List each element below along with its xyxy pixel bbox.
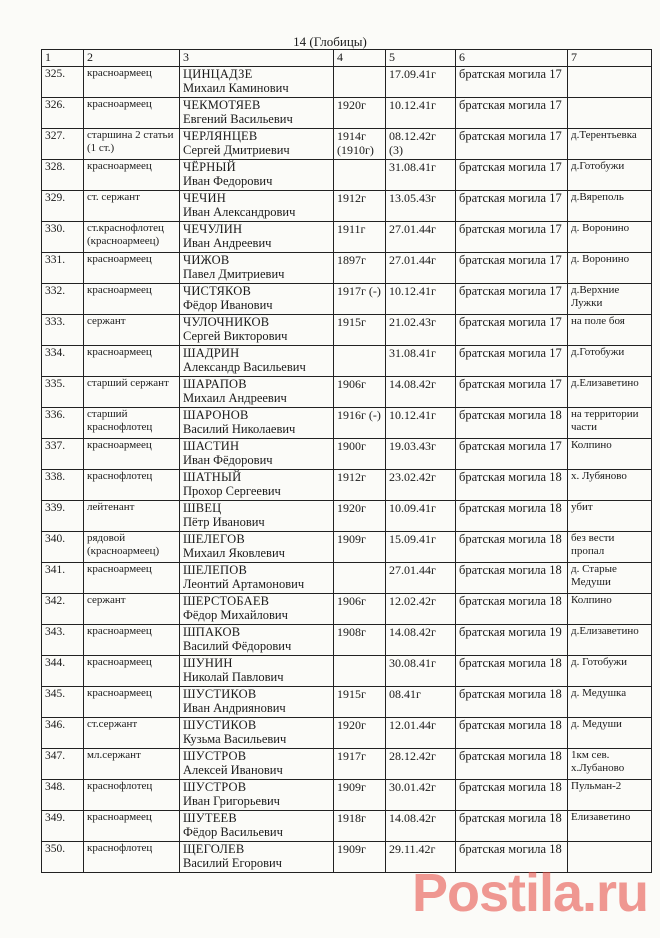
rank-cell: краснофлотец — [84, 470, 180, 501]
surname: ЦИНЦАДЗЕ — [183, 67, 253, 81]
row-number: 329. — [42, 191, 84, 222]
given-names: Иван Федорович — [183, 174, 273, 188]
location-note-cell: Елизаветино — [568, 811, 652, 842]
birth-year-cell: 1906г — [334, 594, 386, 625]
given-names: Иван Андреевич — [183, 236, 272, 250]
row-number: 332. — [42, 284, 84, 315]
given-names: Кузьма Васильевич — [183, 732, 287, 746]
table-row — [42, 377, 652, 408]
death-date-cell: 10.12.41г — [386, 284, 456, 315]
burial-place-cell: братская могила 18 — [456, 842, 568, 873]
death-date-cell: 10.12.41г — [386, 408, 456, 439]
given-names: Леонтий Артамонович — [183, 577, 305, 591]
given-names: Иван Григорьевич — [183, 794, 280, 808]
burial-place-cell: братская могила 17 — [456, 346, 568, 377]
death-date-cell: 27.01.44г — [386, 253, 456, 284]
death-date-cell: 13.05.43г — [386, 191, 456, 222]
table-row — [42, 718, 652, 749]
birth-year-cell: 1918г — [334, 811, 386, 842]
surname: ЧИЖОВ — [183, 253, 230, 267]
burial-place-cell: братская могила 18 — [456, 501, 568, 532]
table-row — [42, 129, 652, 160]
given-names: Алексей Иванович — [183, 763, 283, 777]
row-number: 346. — [42, 718, 84, 749]
surname: ШЕЛЕПОВ — [183, 563, 247, 577]
row-number: 328. — [42, 160, 84, 191]
name-cell — [180, 129, 334, 160]
death-date-cell: 29.11.42г — [386, 842, 456, 873]
burial-place-cell: братская могила 17 — [456, 253, 568, 284]
burial-place-cell: братская могила 17 — [456, 160, 568, 191]
birth-year-cell: 1915г — [334, 315, 386, 346]
row-number: 333. — [42, 315, 84, 346]
rank-cell: красноармеец — [84, 563, 180, 594]
rank-cell: краснофлотец — [84, 780, 180, 811]
column-header: 4 — [334, 50, 386, 67]
name-cell — [180, 470, 334, 501]
name-cell — [180, 67, 334, 98]
table-row — [42, 160, 652, 191]
given-names: Фёдор Иванович — [183, 298, 273, 312]
surname: ШВЕЦ — [183, 501, 222, 515]
location-note-cell: д.Готобужи — [568, 160, 652, 191]
rank-cell: красноармеец — [84, 811, 180, 842]
given-names: Павел Дмитриевич — [183, 267, 285, 281]
death-date-cell: 10.12.41г — [386, 98, 456, 129]
birth-year-cell: 1916г (-) — [334, 408, 386, 439]
burial-place-cell: братская могила 17 — [456, 439, 568, 470]
given-names: Иван Александрович — [183, 205, 296, 219]
surname: ЧЁРНЫЙ — [183, 160, 236, 174]
location-note-cell — [568, 98, 652, 129]
row-number: 336. — [42, 408, 84, 439]
surname: ШУСТИКОВ — [183, 718, 257, 732]
rank-cell: сержант — [84, 315, 180, 346]
row-number: 350. — [42, 842, 84, 873]
burial-place-cell: братская могила 19 — [456, 625, 568, 656]
given-names: Пётр Иванович — [183, 515, 265, 529]
death-date-cell: 31.08.41г — [386, 160, 456, 191]
burial-place-cell: братская могила 18 — [456, 594, 568, 625]
rank-cell: красноармеец — [84, 253, 180, 284]
surname: ШАДРИН — [183, 346, 240, 360]
location-note-cell: д. Медушка — [568, 687, 652, 718]
rank-cell: рядовой (красноармеец) — [84, 532, 180, 563]
surname: ШУСТИКОВ — [183, 687, 257, 701]
birth-year-cell: 1915г — [334, 687, 386, 718]
given-names: Евгений Васильевич — [183, 112, 293, 126]
location-note-cell: на поле боя — [568, 315, 652, 346]
given-names: Прохор Сергеевич — [183, 484, 281, 498]
name-cell — [180, 563, 334, 594]
table-row — [42, 315, 652, 346]
page-title: 14 (Глобицы) — [293, 34, 367, 49]
name-cell — [180, 749, 334, 780]
rank-cell: ст.краснофлотец (красноармеец) — [84, 222, 180, 253]
burial-place-cell: братская могила 18 — [456, 656, 568, 687]
location-note-cell: без вести пропал — [568, 532, 652, 563]
burial-place-cell: братская могила 17 — [456, 315, 568, 346]
death-date-cell: 19.03.43г — [386, 439, 456, 470]
row-number: 334. — [42, 346, 84, 377]
surname: ШАТНЫЙ — [183, 470, 242, 484]
surname: ШЕРСТОБАЕВ — [183, 594, 270, 608]
birth-year-cell: 1917г (-) — [334, 284, 386, 315]
birth-year-cell: 1920г — [334, 718, 386, 749]
row-number: 339. — [42, 501, 84, 532]
surname: ШУСТРОВ — [183, 780, 247, 794]
rank-cell: красноармеец — [84, 346, 180, 377]
name-cell — [180, 656, 334, 687]
surname: ШУТЕЕВ — [183, 811, 237, 825]
rank-cell: красноармеец — [84, 439, 180, 470]
given-names: Сергей Викторович — [183, 329, 288, 343]
name-cell — [180, 532, 334, 563]
table-row — [42, 284, 652, 315]
name-cell — [180, 439, 334, 470]
location-note-cell: Пульман-2 — [568, 780, 652, 811]
burial-place-cell: братская могила 18 — [456, 811, 568, 842]
birth-year-cell: 1912г — [334, 191, 386, 222]
table-row — [42, 67, 652, 98]
surname: ЩЕГОЛЕВ — [183, 842, 245, 856]
name-cell — [180, 315, 334, 346]
death-date-cell: 31.08.41г — [386, 346, 456, 377]
watermark-logo: Postila.ru — [411, 863, 648, 923]
name-cell — [180, 625, 334, 656]
burial-place-cell: братская могила 17 — [456, 67, 568, 98]
birth-year-cell — [334, 563, 386, 594]
burial-place-cell: братская могила 18 — [456, 687, 568, 718]
name-cell — [180, 191, 334, 222]
surname: ЧЕКМОТЯЕВ — [183, 98, 261, 112]
row-number: 331. — [42, 253, 84, 284]
location-note-cell: Колпино — [568, 594, 652, 625]
death-date-cell: 08.41г — [386, 687, 456, 718]
row-number: 330. — [42, 222, 84, 253]
rank-cell: ст.сержант — [84, 718, 180, 749]
name-cell — [180, 222, 334, 253]
column-header: 1 — [42, 50, 84, 67]
table-row — [42, 625, 652, 656]
location-note-cell: убит — [568, 501, 652, 532]
rank-cell: красноармеец — [84, 625, 180, 656]
location-note-cell: д. Медуши — [568, 718, 652, 749]
death-date-cell: 28.12.42г — [386, 749, 456, 780]
given-names: Михаил Каминович — [183, 81, 289, 95]
name-cell — [180, 718, 334, 749]
birth-year-cell: 1912г — [334, 470, 386, 501]
death-date-cell: 08.12.42г (3) — [386, 129, 456, 160]
table-row — [42, 253, 652, 284]
burial-place-cell: братская могила 18 — [456, 563, 568, 594]
register-rows — [42, 67, 652, 873]
birth-year-cell: 1906г — [334, 377, 386, 408]
name-cell — [180, 346, 334, 377]
row-number: 341. — [42, 563, 84, 594]
column-header: 5 — [386, 50, 456, 67]
location-note-cell: д.Елизаветино — [568, 625, 652, 656]
birth-year-cell — [334, 656, 386, 687]
table-row — [42, 811, 652, 842]
name-cell — [180, 594, 334, 625]
table-row — [42, 780, 652, 811]
burial-place-cell: братская могила 18 — [456, 749, 568, 780]
death-date-cell: 27.01.44г — [386, 563, 456, 594]
table-row — [42, 563, 652, 594]
row-number: 325. — [42, 67, 84, 98]
row-number: 349. — [42, 811, 84, 842]
burial-place-cell: братская могила 18 — [456, 470, 568, 501]
surname: ЧЕЧУЛИН — [183, 222, 243, 236]
given-names: Василий Николаевич — [183, 422, 296, 436]
surname: ШУСТРОВ — [183, 749, 247, 763]
column-header: 2 — [84, 50, 180, 67]
rank-cell: сержант — [84, 594, 180, 625]
location-note-cell: х. Лубяново — [568, 470, 652, 501]
table-row — [42, 501, 652, 532]
table-row — [42, 687, 652, 718]
rank-cell: красноармеец — [84, 67, 180, 98]
rank-cell: красноармеец — [84, 98, 180, 129]
burial-register-table — [41, 49, 652, 873]
birth-year-cell: 1897г — [334, 253, 386, 284]
column-header: 7 — [568, 50, 652, 67]
name-cell — [180, 811, 334, 842]
burial-place-cell: братская могила 17 — [456, 98, 568, 129]
row-number: 340. — [42, 532, 84, 563]
name-cell — [180, 842, 334, 873]
birth-year-cell: 1917г — [334, 749, 386, 780]
row-number: 348. — [42, 780, 84, 811]
rank-cell: мл.сержант — [84, 749, 180, 780]
birth-year-cell — [334, 346, 386, 377]
surname: ШЕЛЕГОВ — [183, 532, 245, 546]
given-names: Иван Андриянович — [183, 701, 286, 715]
surname: ЧИСТЯКОВ — [183, 284, 251, 298]
given-names: Михаил Яковлевич — [183, 546, 285, 560]
row-number: 342. — [42, 594, 84, 625]
row-number: 327. — [42, 129, 84, 160]
given-names: Сергей Дмитриевич — [183, 143, 290, 157]
row-number: 344. — [42, 656, 84, 687]
given-names: Василий Егорович — [183, 856, 282, 870]
rank-cell: краснофлотец — [84, 842, 180, 873]
death-date-cell: 17.09.41г — [386, 67, 456, 98]
death-date-cell: 14.08.42г — [386, 377, 456, 408]
location-note-cell: д.Готобужи — [568, 346, 652, 377]
death-date-cell: 12.02.42г — [386, 594, 456, 625]
location-note-cell: 1км сев. х.Лубаново — [568, 749, 652, 780]
rank-cell: ст. сержант — [84, 191, 180, 222]
surname: ЧУЛОЧНИКОВ — [183, 315, 270, 329]
location-note-cell: на территории части — [568, 408, 652, 439]
column-header: 6 — [456, 50, 568, 67]
death-date-cell: 23.02.42г — [386, 470, 456, 501]
name-cell — [180, 501, 334, 532]
death-date-cell: 27.01.44г — [386, 222, 456, 253]
birth-year-cell: 1908г — [334, 625, 386, 656]
death-date-cell: 21.02.43г — [386, 315, 456, 346]
rank-cell: красноармеец — [84, 687, 180, 718]
burial-place-cell: братская могила 18 — [456, 532, 568, 563]
location-note-cell: д.Терентьевка — [568, 129, 652, 160]
table-row — [42, 470, 652, 501]
death-date-cell: 10.09.41г — [386, 501, 456, 532]
row-number: 343. — [42, 625, 84, 656]
given-names: Николай Павлович — [183, 670, 284, 684]
rank-cell: старший краснофлотец — [84, 408, 180, 439]
given-names: Фёдор Васильевич — [183, 825, 283, 839]
death-date-cell: 30.08.41г — [386, 656, 456, 687]
surname: ЧЕЧИН — [183, 191, 226, 205]
column-number-row — [42, 50, 652, 67]
birth-year-cell: 1909г — [334, 532, 386, 563]
table-row — [42, 98, 652, 129]
name-cell — [180, 377, 334, 408]
name-cell — [180, 780, 334, 811]
name-cell — [180, 160, 334, 191]
given-names: Василий Фёдорович — [183, 639, 292, 653]
birth-year-cell: 1920г — [334, 98, 386, 129]
table-row — [42, 749, 652, 780]
location-note-cell: д.Вяреполь — [568, 191, 652, 222]
row-number: 335. — [42, 377, 84, 408]
location-note-cell: Колпино — [568, 439, 652, 470]
birth-year-cell: 1911г — [334, 222, 386, 253]
surname: ЧЕРЛЯНЦЕВ — [183, 129, 258, 143]
burial-place-cell: братская могила 17 — [456, 284, 568, 315]
death-date-cell: 30.01.42г — [386, 780, 456, 811]
location-note-cell — [568, 67, 652, 98]
row-number: 337. — [42, 439, 84, 470]
location-note-cell: д. Воронино — [568, 253, 652, 284]
burial-place-cell: братская могила 17 — [456, 377, 568, 408]
name-cell — [180, 98, 334, 129]
death-date-cell: 14.08.42г — [386, 625, 456, 656]
name-cell — [180, 253, 334, 284]
surname: ШУНИН — [183, 656, 233, 670]
table-row — [42, 594, 652, 625]
name-cell — [180, 408, 334, 439]
surname: ШАРОНОВ — [183, 408, 249, 422]
table-row — [42, 191, 652, 222]
table-row — [42, 222, 652, 253]
row-number: 326. — [42, 98, 84, 129]
table-row — [42, 408, 652, 439]
death-date-cell: 12.01.44г — [386, 718, 456, 749]
column-header: 3 — [180, 50, 334, 67]
given-names: Фёдор Михайлович — [183, 608, 288, 622]
location-note-cell: д. Старые Медуши — [568, 563, 652, 594]
table-row — [42, 532, 652, 563]
name-cell — [180, 284, 334, 315]
given-names: Михаил Андреевич — [183, 391, 287, 405]
table-row — [42, 346, 652, 377]
row-number: 338. — [42, 470, 84, 501]
location-note-cell: д. Готобужи — [568, 656, 652, 687]
birth-year-cell: 1909г — [334, 842, 386, 873]
rank-cell: красноармеец — [84, 160, 180, 191]
given-names: Александр Васильевич — [183, 360, 306, 374]
burial-place-cell: братская могила 17 — [456, 129, 568, 160]
name-cell — [180, 687, 334, 718]
rank-cell: красноармеец — [84, 284, 180, 315]
rank-cell: старшина 2 статьи (1 ст.) — [84, 129, 180, 160]
burial-place-cell: братская могила 18 — [456, 780, 568, 811]
table-row — [42, 656, 652, 687]
surname: ШПАКОВ — [183, 625, 241, 639]
surname: ШАСТИН — [183, 439, 240, 453]
death-date-cell: 14.08.42г — [386, 811, 456, 842]
location-note-cell: д.Елизаветино — [568, 377, 652, 408]
birth-year-cell: 1900г — [334, 439, 386, 470]
burial-place-cell: братская могила 17 — [456, 222, 568, 253]
burial-place-cell: братская могила 18 — [456, 718, 568, 749]
rank-cell: красноармеец — [84, 656, 180, 687]
rank-cell: старший сержант — [84, 377, 180, 408]
burial-place-cell: братская могила 18 — [456, 408, 568, 439]
surname: ШАРАПОВ — [183, 377, 247, 391]
given-names: Иван Фёдорович — [183, 453, 273, 467]
row-number: 347. — [42, 749, 84, 780]
birth-year-cell — [334, 160, 386, 191]
row-number: 345. — [42, 687, 84, 718]
location-note-cell: д. Воронино — [568, 222, 652, 253]
death-date-cell: 15.09.41г — [386, 532, 456, 563]
birth-year-cell: 1920г — [334, 501, 386, 532]
birth-year-cell: 1914г (1910г) — [334, 129, 386, 160]
rank-cell: лейтенант — [84, 501, 180, 532]
birth-year-cell — [334, 67, 386, 98]
table-row — [42, 439, 652, 470]
birth-year-cell: 1909г — [334, 780, 386, 811]
burial-place-cell: братская могила 17 — [456, 191, 568, 222]
location-note-cell: д.Верхние Лужки — [568, 284, 652, 315]
